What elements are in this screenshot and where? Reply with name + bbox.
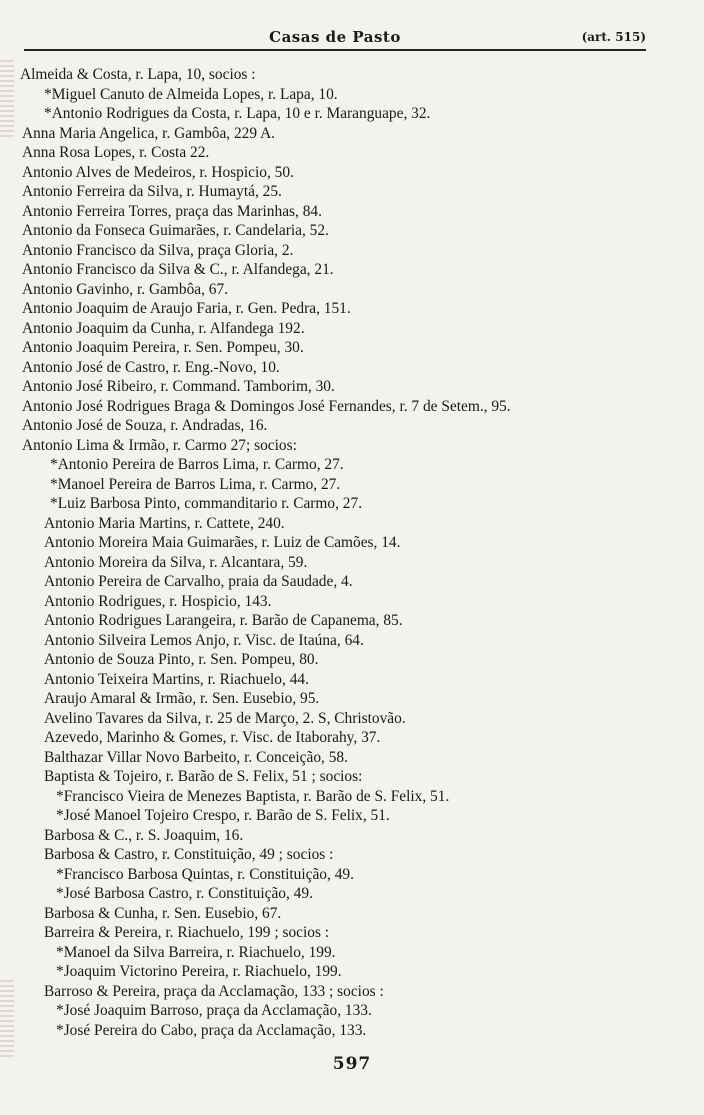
directory-entry: *Joaquim Victorino Pereira, r. Riachuelo, 199.	[56, 963, 342, 980]
directory-entry: Balthazar Villar Novo Barbeito, r. Conceição, 58.	[44, 748, 348, 766]
page-edge-left-lower	[0, 980, 14, 1060]
directory-entry: Antonio Rodrigues, r. Hospicio, 143.	[44, 592, 272, 610]
directory-entry: *José Pereira do Cabo, praça da Acclamação, 133.	[56, 1021, 367, 1039]
directory-entry: Antonio Rodrigues Larangeira, r. Barão de Capanema, 85.	[44, 612, 403, 629]
page-header	[24, 28, 646, 50]
page-edge-left	[0, 60, 14, 140]
directory-entry: Antonio Francisco da Silva & C., r. Alfandega, 21.	[22, 261, 334, 278]
directory-entry: Antonio Pereira de Carvalho, praia da Saudade, 4.	[44, 573, 353, 590]
directory-entry: Antonio José Rodrigues Braga & Domingos José Fernandes, r. 7 de Setem., 95.	[22, 397, 511, 415]
header-rule	[24, 49, 646, 51]
directory-entry: Barbosa & Cunha, r. Sen. Eusebio, 67.	[44, 904, 282, 922]
directory-entry: Barbosa & C., r. S. Joaquim, 16.	[44, 826, 244, 844]
directory-entry: Almeida & Costa, r. Lapa, 10, socios :	[20, 66, 256, 83]
directory-entry: Antonio de Souza Pinto, r. Sen. Pompeu, 80.	[44, 651, 319, 668]
directory-entry: Antonio Lima & Irmão, r. Carmo 27; socios:	[22, 436, 297, 454]
directory-entry: Anna Maria Angelica, r. Gambôa, 229 A.	[22, 124, 276, 142]
directory-entry: Antonio Moreira da Silva, r. Alcantara, 59.	[44, 553, 308, 571]
page-number: 597	[332, 1054, 372, 1074]
directory-entry: *Miguel Canuto de Almeida Lopes, r. Lapa, 10.	[44, 85, 338, 103]
directory-entry: Barroso & Pereira, praça da Acclamação, 133 ; socios :	[44, 982, 384, 1000]
directory-entry: Avelino Tavares da Silva, r. 25 de Março, 2. S, Christovão.	[44, 709, 406, 727]
directory-entry: *José Barbosa Castro, r. Constituição, 49.	[56, 885, 313, 902]
directory-entry: Antonio José Ribeiro, r. Command. Tamborim, 30.	[22, 378, 335, 395]
article-reference: (art. 515)	[581, 30, 646, 44]
directory-entry: Antonio Alves de Medeiros, r. Hospicio, 50.	[22, 163, 294, 181]
directory-entry: *Manoel Pereira de Barros Lima, r. Carmo, 27.	[50, 475, 341, 493]
directory-entry: Antonio Joaquim da Cunha, r. Alfandega 192.	[22, 319, 305, 337]
directory-entry: Antonio Teixeira Martins, r. Riachuelo, 44.	[44, 670, 309, 688]
directory-entry: *Manoel da Silva Barreira, r. Riachuelo, 199.	[56, 943, 336, 961]
directory-entry: *Antonio Rodrigues da Costa, r. Lapa, 10 e r. Maranguape, 32.	[44, 105, 431, 122]
directory-entry: Antonio Moreira Maia Guimarães, r. Luiz de Camões, 14.	[44, 534, 401, 551]
directory-entry: Antonio Gavinho, r. Gambôa, 67.	[22, 280, 229, 298]
page-title: Casas de Pasto	[269, 28, 401, 46]
directory-entry: *José Manoel Tojeiro Crespo, r. Barão de S. Felix, 51.	[56, 807, 390, 824]
directory-entry: Antonio Joaquim de Araujo Faria, r. Gen. Pedra, 151.	[22, 300, 351, 317]
directory-entry: Antonio da Fonseca Guimarães, r. Candelaria, 52.	[22, 222, 329, 239]
directory-entry: Araujo Amaral & Irmão, r. Sen. Eusebio, 95.	[44, 690, 320, 707]
directory-entry: *José Joaquim Barroso, praça da Acclamação, 133.	[56, 1002, 372, 1019]
directory-entry: Antonio Maria Martins, r. Cattete, 240.	[44, 514, 285, 532]
directory-entry: Azevedo, Marinho & Gomes, r. Visc. de Itaborahy, 37.	[44, 729, 381, 746]
directory-entry: *Francisco Vieira de Menezes Baptista, r. Barão de S. Felix, 51.	[56, 787, 450, 805]
directory-entry: Antonio Francisco da Silva, praça Gloria, 2.	[22, 241, 294, 259]
directory-entry: *Antonio Pereira de Barros Lima, r. Carmo, 27.	[50, 456, 344, 473]
directory-entry: Antonio Silveira Lemos Anjo, r. Visc. de Itaúna, 64.	[44, 631, 364, 649]
directory-entry: Barreira & Pereira, r. Riachuelo, 199 ; socios :	[44, 924, 330, 941]
directory-entry: *Luiz Barbosa Pinto, commanditario r. Carmo, 27.	[50, 495, 363, 512]
directory-entry: *Francisco Barbosa Quintas, r. Constituição, 49.	[56, 865, 354, 883]
directory-entry: Antonio José de Castro, r. Eng.-Novo, 10.	[22, 358, 280, 376]
directory-entry: Anna Rosa Lopes, r. Costa 22.	[22, 144, 210, 161]
directory-entry: Antonio Ferreira da Silva, r. Humaytá, 25.	[22, 183, 282, 200]
directory-entry: Antonio José de Souza, r. Andradas, 16.	[22, 417, 268, 434]
directory-entry: Antonio Ferreira Torres, praça das Marinhas, 84.	[22, 202, 322, 220]
directory-entry: Antonio Joaquim Pereira, r. Sen. Pompeu, 30.	[22, 339, 304, 356]
directory-entry: Barbosa & Castro, r. Constituição, 49 ; socios :	[44, 846, 334, 863]
directory-entry: Baptista & Tojeiro, r. Barão de S. Felix, 51 ; socios:	[44, 768, 363, 785]
